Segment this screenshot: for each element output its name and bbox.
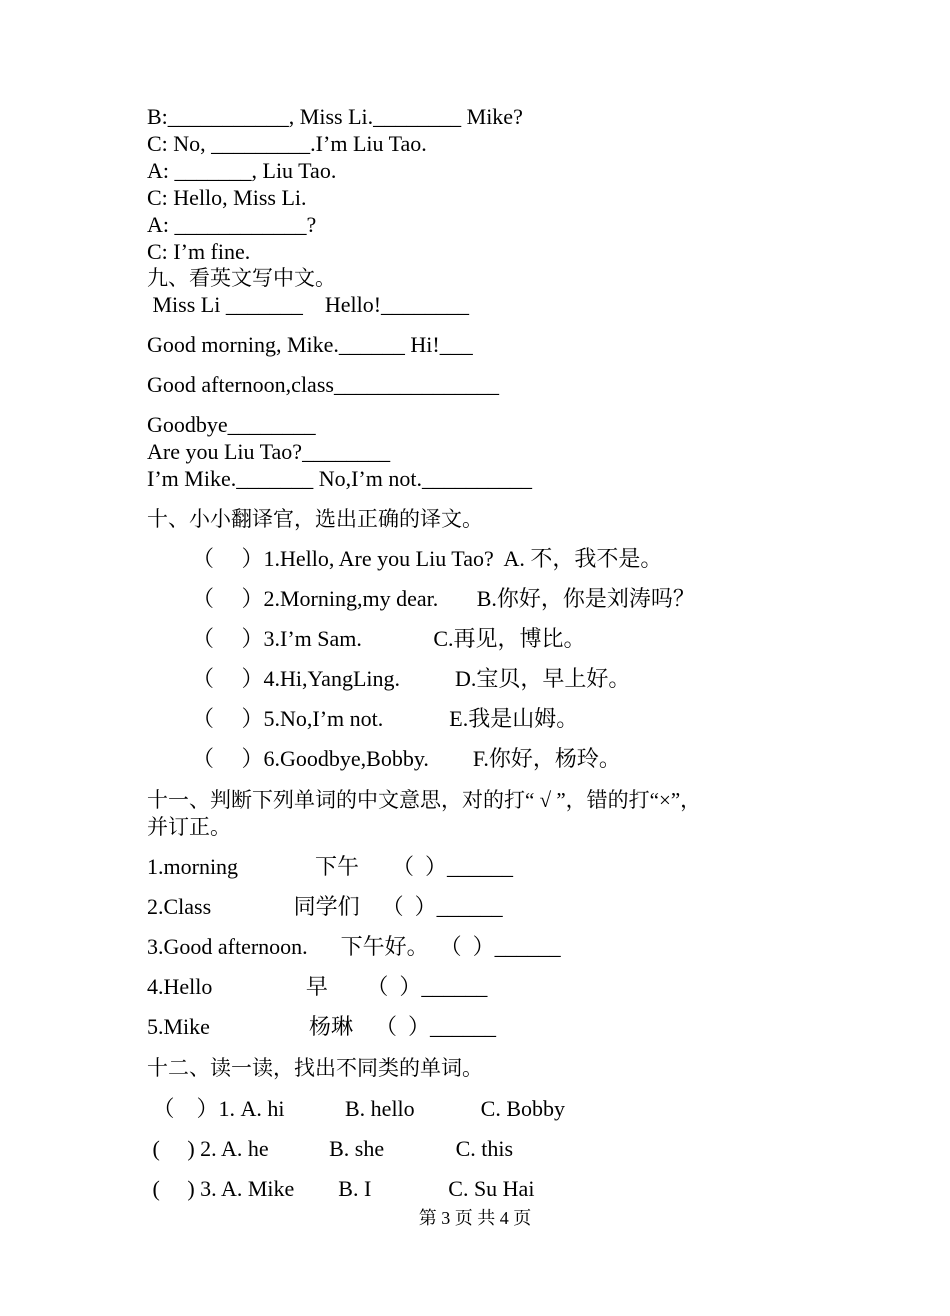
dialogue-line: C: No, _________.I’m Liu Tao. xyxy=(147,131,427,156)
page-footer: 第 3 页 共 4 页 xyxy=(418,1208,532,1228)
dialogue-line: B:___________, Miss Li.________ Mike? xyxy=(147,104,523,129)
translation-line: Good afternoon,class_______________ xyxy=(147,372,499,397)
odd-one-out-item: （ ）1. A. hi B. hello C. Bobby xyxy=(147,1096,566,1121)
matching-item: （ ）2.Morning,my dear. B.你好，你是刘涛吗？ xyxy=(192,586,695,611)
judge-item: 1.morning 下午 （ ）______ xyxy=(147,854,514,879)
section-11-title: 十一、判断下列单词的中文意思，对的打“ √ ”，错的打“×”， xyxy=(147,788,702,812)
matching-item: （ ）4.Hi,YangLing. D.宝贝，早上好。 xyxy=(192,666,631,691)
matching-item: （ ）6.Goodbye,Bobby. F.你好，杨玲。 xyxy=(192,746,621,771)
section-12-title: 十二、读一读，找出不同类的单词。 xyxy=(147,1056,483,1080)
dialogue-line: A: ____________? xyxy=(147,212,317,237)
judge-item: 2.Class 同学们 （ ）______ xyxy=(147,894,503,919)
section-11-title-cont: 并订正。 xyxy=(147,815,231,839)
dialogue-line: C: Hello, Miss Li. xyxy=(147,185,307,210)
judge-item: 3.Good afternoon. 下午好。 （ ）______ xyxy=(147,934,561,959)
matching-item: （ ）3.I’m Sam. C.再见，博比。 xyxy=(192,626,586,651)
section-10-title: 十、小小翻译官，选出正确的译文。 xyxy=(147,507,483,531)
translation-line: Are you Liu Tao?________ xyxy=(147,439,391,464)
odd-one-out-item: ( ) 2. A. he B. she C. this xyxy=(147,1136,514,1161)
dialogue-line: C: I’m fine. xyxy=(147,239,251,264)
translation-line: Good morning, Mike.______ Hi!___ xyxy=(147,332,473,357)
translation-line: Miss Li _______ Hello!________ xyxy=(147,292,470,317)
translation-line: I’m Mike._______ No,I’m not.__________ xyxy=(147,466,532,491)
translation-line: Goodbye________ xyxy=(147,412,316,437)
judge-item: 5.Mike 杨琳 （ ）______ xyxy=(147,1014,496,1039)
odd-one-out-item: ( ) 3. A. Mike B. I C. Su Hai xyxy=(147,1176,535,1201)
section-9-title: 九、看英文写中文。 xyxy=(147,266,336,290)
dialogue-line: A: _______, Liu Tao. xyxy=(147,158,337,183)
judge-item: 4.Hello 早 （ ）______ xyxy=(147,974,488,999)
matching-item: （ ）5.No,I’m not. E.我是山姆。 xyxy=(192,706,579,731)
matching-item: （ ）1.Hello, Are you Liu Tao? A. 不，我不是。 xyxy=(192,546,663,571)
